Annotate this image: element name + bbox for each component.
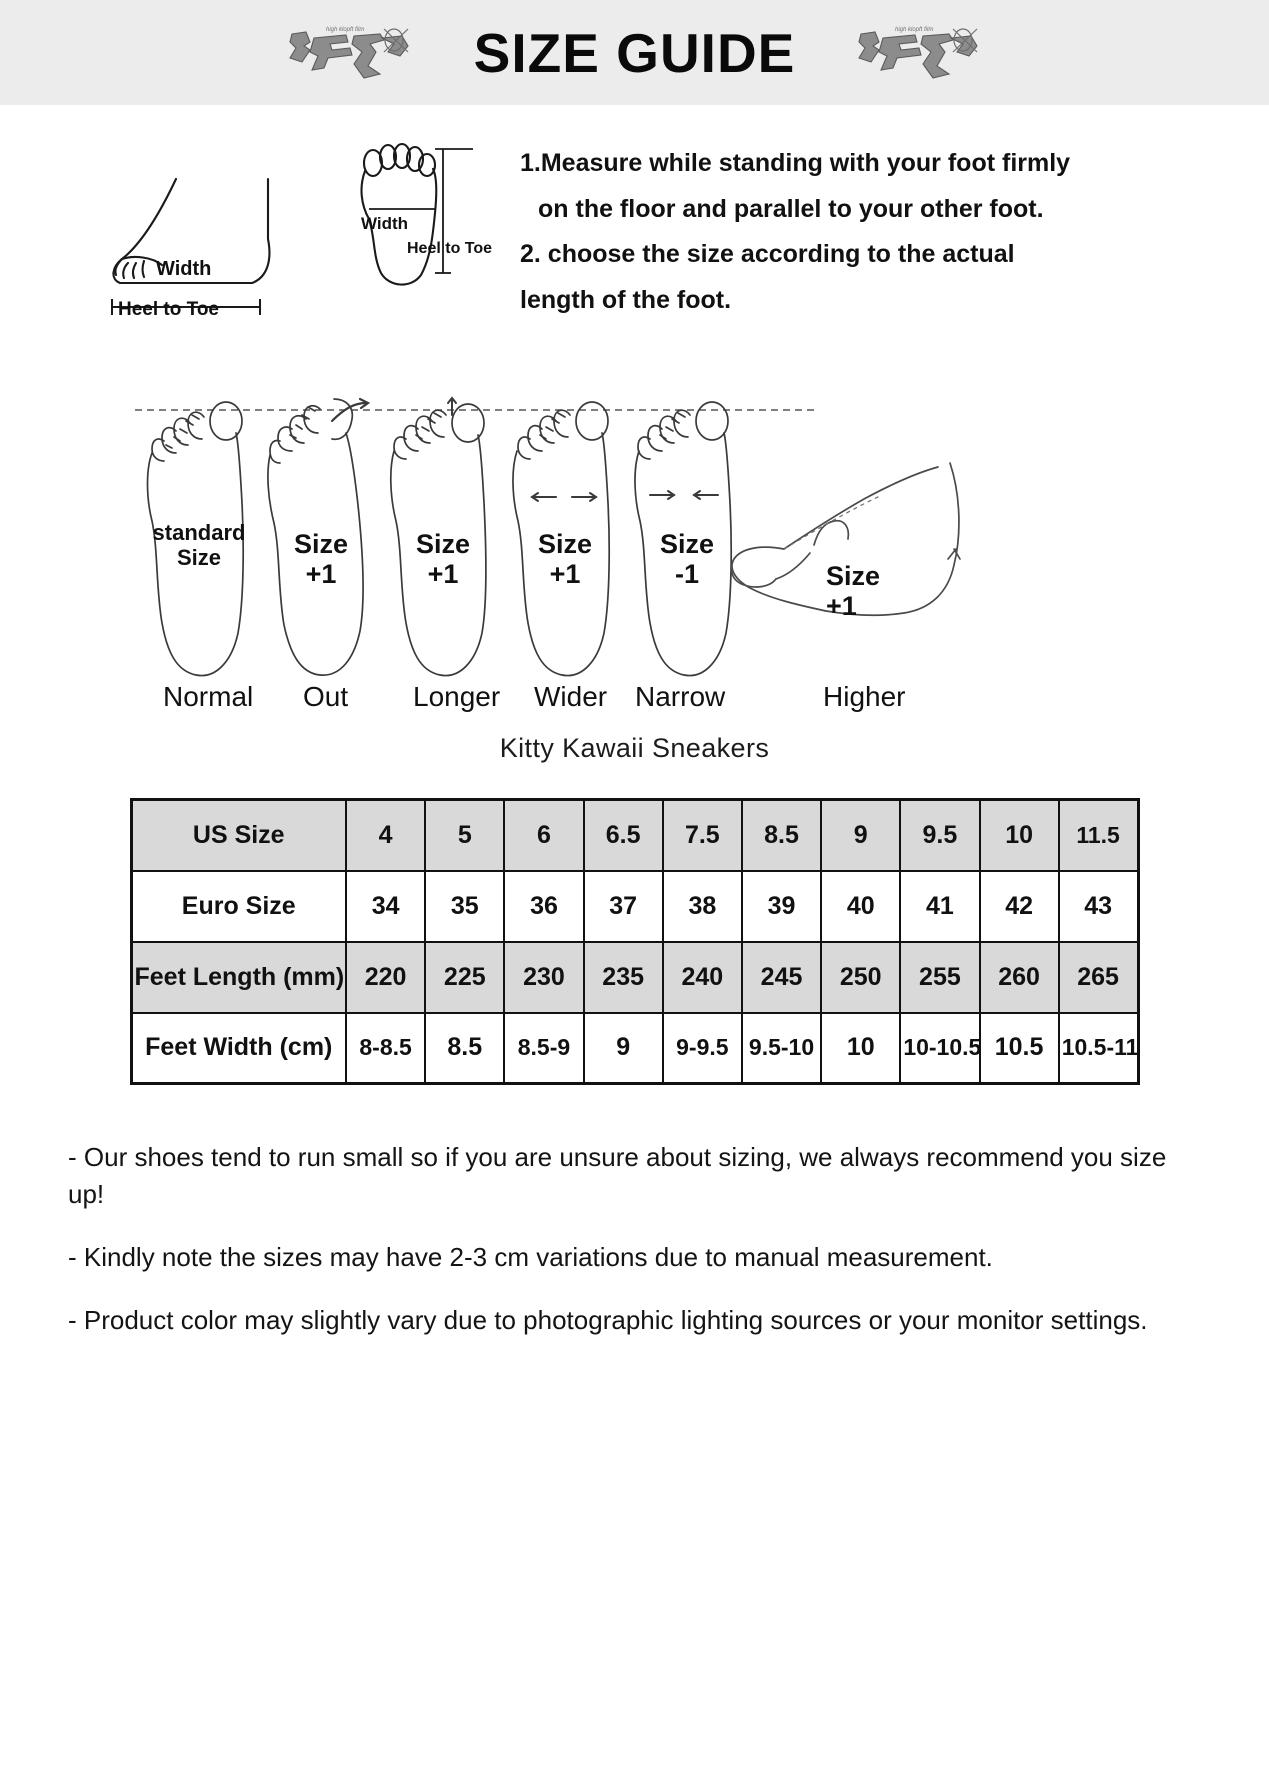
table-cell: 6.5 — [584, 800, 663, 871]
page-header — [0, 0, 1269, 105]
table-cell: 11.5 — [1059, 800, 1138, 871]
table-cell: 40 — [821, 871, 900, 942]
foot-caption-line2: Size — [176, 544, 222, 570]
table-cell: 235 — [584, 942, 663, 1013]
table-cell: 10.5 — [980, 1013, 1059, 1084]
table-cell: 10-10.5 — [900, 1013, 979, 1084]
foot-caption-line2: -1 — [674, 559, 699, 590]
note-item: - Kindly note the sizes may have 2-3 cm variations due to manual measurement. — [68, 1241, 993, 1272]
table-cell: 250 — [821, 942, 900, 1013]
table-cell: 42 — [980, 871, 1059, 942]
table-cell: 9.5 — [900, 800, 979, 871]
table-cell: 10 — [821, 1013, 900, 1084]
table-cell: 35 — [425, 871, 504, 942]
table-cell: 240 — [663, 942, 742, 1013]
foot-caption-line2: +1 — [549, 559, 581, 590]
table-cell: 9 — [821, 800, 900, 871]
foot-outline-icon — [140, 393, 258, 683]
foot-label-longer: Longer — [413, 681, 501, 712]
foot-caption-line1: Size — [293, 529, 349, 559]
table-cell: 34 — [346, 871, 425, 942]
row-header-euro-size: Euro Size — [131, 871, 346, 942]
table-cell: 6 — [504, 800, 583, 871]
table-cell: 8.5 — [742, 800, 821, 871]
instruction-line-1: 1.Measure while standing with your foot firmly — [520, 149, 1071, 177]
table-cell: 9-9.5 — [663, 1013, 742, 1084]
foot-label-wider: Wider — [534, 681, 608, 712]
table-cell: 8.5-9 — [504, 1013, 583, 1084]
side-heel-to-toe-label: Heel to Toe — [118, 299, 219, 320]
page-title: SIZE GUIDE — [473, 21, 796, 84]
table-cell: 7.5 — [663, 800, 742, 871]
table-row — [131, 942, 1138, 1013]
table-cell: 8-8.5 — [346, 1013, 425, 1084]
foot-diagram-out — [262, 393, 380, 688]
foot-caption-higher — [826, 561, 880, 621]
foot-diagram-wider — [506, 393, 624, 688]
table-cell: 10 — [980, 800, 1059, 871]
product-name: Kitty Kawaii Sneakers — [499, 733, 770, 763]
foot-diagram-row — [140, 393, 746, 688]
table-cell: 260 — [980, 942, 1059, 1013]
foot-diagram-longer — [384, 393, 502, 688]
instruction-list — [520, 141, 1080, 323]
foot-caption-line1: Size — [537, 529, 593, 559]
table-row — [131, 871, 1138, 942]
table-cell: 8.5 — [425, 1013, 504, 1084]
brand-logo-icon — [284, 22, 416, 84]
foot-comparison-section — [0, 393, 1269, 723]
side-width-label: Width — [156, 258, 212, 280]
side-foot-diagram-icon — [100, 159, 300, 349]
foot-label-normal: Normal — [163, 681, 254, 712]
table-cell: 37 — [584, 871, 663, 942]
foot-caption-line1: standard — [152, 520, 246, 545]
table-cell: 230 — [504, 942, 583, 1013]
foot-outline-icon — [506, 393, 624, 683]
svg-text:high klopft film: high klopft film — [895, 26, 934, 33]
table-cell: 9.5-10 — [742, 1013, 821, 1084]
table-cell: 43 — [1059, 871, 1138, 942]
size-table-container — [130, 798, 1140, 1085]
table-cell: 220 — [346, 942, 425, 1013]
table-row — [131, 800, 1138, 871]
notes-section — [68, 1139, 1201, 1339]
table-cell: 38 — [663, 871, 742, 942]
size-table — [130, 798, 1140, 1085]
foot-label-higher: Higher — [823, 681, 906, 712]
foot-caption-line1: Size — [826, 561, 881, 591]
table-cell: 4 — [346, 800, 425, 871]
table-cell: 265 — [1059, 942, 1138, 1013]
foot-label-narrow: Narrow — [635, 681, 726, 712]
top-foot-diagram-icon — [355, 141, 535, 321]
foot-label-row — [0, 681, 1269, 721]
foot-caption-line1: Size — [659, 529, 715, 559]
svg-text:high klopft film: high klopft film — [325, 26, 364, 33]
table-row — [131, 1013, 1138, 1084]
note-item: - Our shoes tend to run small so if you are unsure about sizing, we always recommend you size up! — [68, 1142, 1167, 1209]
foot-label-out: Out — [303, 681, 349, 712]
row-header-feet-length: Feet Length (mm) — [131, 942, 346, 1013]
foot-caption-line2: +1 — [427, 559, 459, 590]
table-cell: 10.5-11 — [1059, 1013, 1138, 1084]
foot-outline-icon — [384, 393, 502, 683]
table-cell: 245 — [742, 942, 821, 1013]
foot-diagram-normal — [140, 393, 258, 688]
instruction-line-4: length of the foot. — [520, 285, 732, 314]
foot-caption-line1: Size — [415, 529, 471, 559]
table-cell: 5 — [425, 800, 504, 871]
top-heel-to-toe-label: Heel to Toe — [407, 240, 493, 257]
note-item: - Product color may slightly vary due to photographic lighting sources or your monitor settings. — [68, 1304, 1148, 1335]
table-cell: 255 — [900, 942, 979, 1013]
measurement-instructions-section — [0, 131, 1269, 381]
table-cell: 9 — [584, 1013, 663, 1084]
instruction-line-3: 2. choose the size according to the actual — [520, 240, 1015, 268]
table-cell: 41 — [900, 871, 979, 942]
row-header-feet-width: Feet Width (cm) — [131, 1013, 346, 1084]
instruction-line-2: on the floor and parallel to your other foot. — [538, 194, 1044, 223]
foot-caption-line2: +1 — [305, 559, 337, 590]
top-width-label: Width — [361, 214, 409, 233]
foot-outline-icon — [262, 393, 380, 683]
table-cell: 36 — [504, 871, 583, 942]
table-cell: 225 — [425, 942, 504, 1013]
foot-caption-line2: +1 — [826, 591, 857, 622]
table-cell: 39 — [742, 871, 821, 942]
row-header-us-size: US Size — [131, 800, 346, 871]
brand-logo-icon — [853, 22, 985, 84]
